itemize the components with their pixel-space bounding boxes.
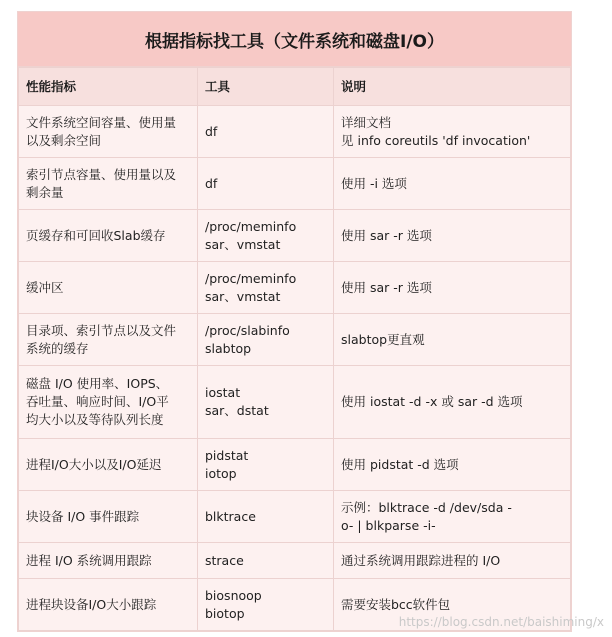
description-cell bbox=[334, 210, 571, 262]
metric-cell-line: 进程 I/O 系统调用跟踪 bbox=[26, 552, 152, 568]
metric-cell-line: 索引节点容量、使用量以及 bbox=[26, 166, 177, 182]
description-cell bbox=[334, 439, 571, 491]
metric-cell-line: 页缓存和可回收Slab缓存 bbox=[26, 227, 166, 243]
description-cell-line: 使用 pidstat -d 选项 bbox=[341, 456, 459, 472]
metrics-table bbox=[18, 67, 571, 631]
description-cell-line: 见 info coreutils 'df invocation' bbox=[341, 132, 531, 148]
description-cell-line: 使用 iostat -d -x 或 sar -d 选项 bbox=[341, 394, 523, 409]
tool-cell bbox=[198, 366, 334, 439]
metric-cell-line: 均大小以及等待队列长度 bbox=[26, 412, 164, 427]
tool-cell-line: slabtop bbox=[205, 340, 252, 356]
header-metric: 性能指标 bbox=[19, 68, 198, 106]
description-cell bbox=[334, 106, 571, 158]
description-cell-line: 使用 sar -r 选项 bbox=[341, 227, 432, 243]
metric-cell bbox=[19, 491, 198, 543]
table-row bbox=[19, 210, 571, 262]
tool-cell-line: sar、vmstat bbox=[205, 236, 281, 252]
table-row bbox=[19, 314, 571, 366]
metric-cell-line: 块设备 I/O 事件跟踪 bbox=[26, 508, 140, 524]
tool-cell bbox=[198, 262, 334, 314]
table-row bbox=[19, 439, 571, 491]
tool-cell-line: /proc/slabinfo bbox=[205, 322, 290, 338]
metric-cell-line: 进程I/O大小以及I/O延迟 bbox=[26, 456, 162, 472]
table-row bbox=[19, 106, 571, 158]
header-description: 说明 bbox=[334, 68, 571, 106]
metric-cell bbox=[19, 106, 198, 158]
description-cell bbox=[334, 262, 571, 314]
metric-cell bbox=[19, 210, 198, 262]
tool-cell bbox=[198, 314, 334, 366]
description-cell bbox=[334, 366, 571, 439]
metric-cell-line: 磁盘 I/O 使用率、IOPS、 bbox=[26, 376, 169, 391]
tool-cell bbox=[198, 543, 334, 579]
description-cell bbox=[334, 491, 571, 543]
watermark: https://blog.csdn.net/baishiming/x bbox=[398, 615, 604, 629]
metric-cell-line: 系统的缓存 bbox=[26, 340, 89, 356]
tool-cell bbox=[198, 158, 334, 210]
header-row bbox=[19, 68, 571, 106]
tool-cell bbox=[198, 491, 334, 543]
metric-cell-line: 剩余量 bbox=[26, 184, 64, 200]
description-cell-line: 示例：blktrace -d /dev/sda - bbox=[341, 499, 512, 515]
description-cell bbox=[334, 314, 571, 366]
tool-cell-line: iostat bbox=[205, 385, 241, 400]
metric-cell-line: 以及剩余空间 bbox=[26, 132, 102, 148]
metric-cell bbox=[19, 366, 198, 439]
description-cell bbox=[334, 543, 571, 579]
table-row bbox=[19, 543, 571, 579]
metric-cell-line: 文件系统空间容量、使用量 bbox=[26, 114, 177, 130]
header-tool: 工具 bbox=[198, 68, 334, 106]
metric-cell-line: 目录项、索引节点以及文件 bbox=[26, 322, 177, 338]
description-cell-line: 使用 -i 选项 bbox=[341, 175, 407, 191]
tool-cell bbox=[198, 106, 334, 158]
table-row bbox=[19, 491, 571, 543]
metric-cell bbox=[19, 543, 198, 579]
tool-cell-line: blktrace bbox=[205, 508, 256, 524]
metric-cell bbox=[19, 314, 198, 366]
description-cell-line: 需要安装bcc软件包 bbox=[341, 596, 451, 612]
description-cell bbox=[334, 158, 571, 210]
metric-cell-line: 吞吐量、响应时间、I/O平 bbox=[26, 394, 169, 409]
tool-cell-line: df bbox=[205, 123, 218, 139]
metric-cell-line: 缓冲区 bbox=[26, 279, 64, 295]
metric-cell bbox=[19, 579, 198, 631]
description-cell-line: slabtop更直观 bbox=[341, 331, 425, 347]
tool-cell-line: /proc/meminfo bbox=[205, 218, 297, 234]
tool-cell bbox=[198, 579, 334, 631]
description-cell-line: 详细文档 bbox=[341, 114, 392, 130]
description-cell-line: 通过系统调用跟踪进程的 I/O bbox=[341, 552, 501, 568]
metric-cell bbox=[19, 158, 198, 210]
tool-cell-line: strace bbox=[205, 552, 244, 568]
table-title: 根据指标找工具（文件系统和磁盘I/O） bbox=[18, 12, 571, 67]
metric-cell-line: 进程块设备I/O大小跟踪 bbox=[26, 596, 157, 612]
description-cell-line: 使用 sar -r 选项 bbox=[341, 279, 432, 295]
table-row bbox=[19, 158, 571, 210]
tool-cell-line: iotop bbox=[205, 465, 237, 481]
table-row bbox=[19, 262, 571, 314]
tool-cell-line: pidstat bbox=[205, 447, 249, 463]
metrics-table-card bbox=[17, 11, 572, 632]
tool-cell-line: sar、dstat bbox=[205, 403, 269, 418]
tool-cell-line: df bbox=[205, 175, 218, 191]
metric-cell bbox=[19, 262, 198, 314]
metric-cell bbox=[19, 439, 198, 491]
table-row bbox=[19, 366, 571, 439]
tool-cell bbox=[198, 210, 334, 262]
tool-cell bbox=[198, 439, 334, 491]
tool-cell-line: biotop bbox=[205, 605, 245, 621]
tool-cell-line: sar、vmstat bbox=[205, 288, 281, 304]
tool-cell-line: biosnoop bbox=[205, 587, 262, 603]
tool-cell-line: /proc/meminfo bbox=[205, 270, 297, 286]
description-cell-line: o- | blkparse -i- bbox=[341, 517, 436, 533]
